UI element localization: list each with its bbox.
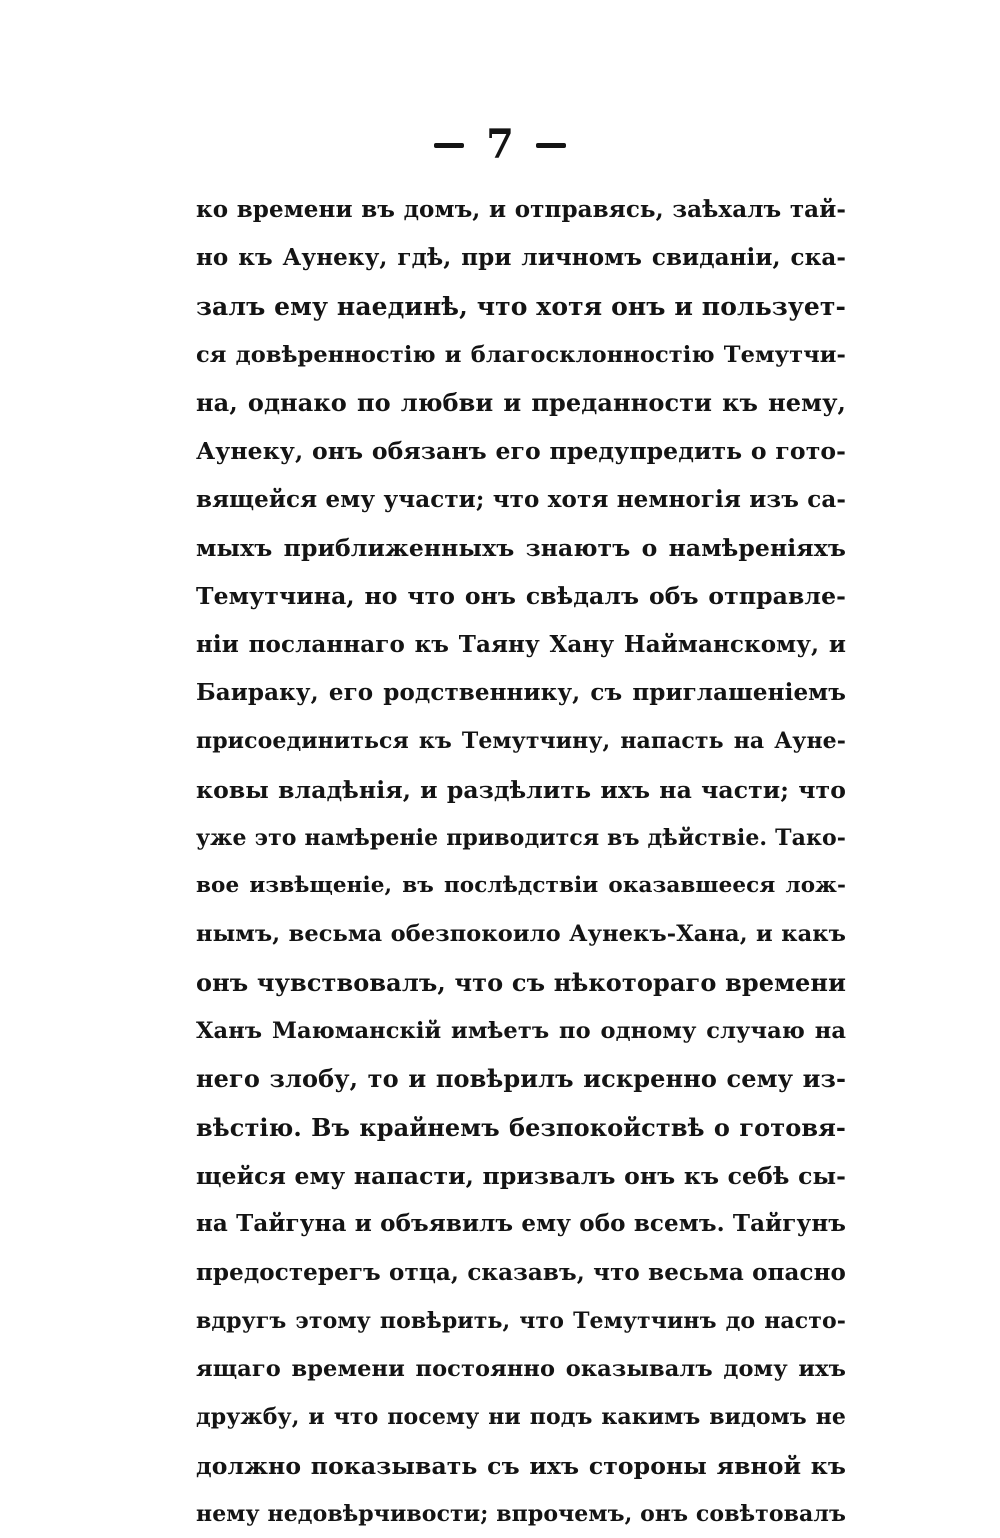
text-line: онъ чувствовалъ, что съ нѣкотораго времени: [196, 967, 846, 997]
text-line: Аунеку, онъ обязанъ его предупредить о гото-: [196, 437, 846, 466]
body-text: [196, 186, 846, 1538]
text-line: ніи посланнаго къ Таяну Хану Найманскому, и: [196, 630, 846, 658]
text-line: вящейся ему участи; что хотя немногія изъ са-: [196, 485, 846, 513]
page-number: 7: [486, 121, 514, 168]
text-line: Ханъ Маюманскій имѣетъ по одному случаю на: [196, 1018, 846, 1045]
text-line: предостерегъ отца, сказавъ, что весьма опасно: [196, 1258, 846, 1286]
text-line: Баираку, его родственнику, съ приглашеніемъ: [196, 678, 846, 706]
text-line: на Тайгуна и объявилъ ему обо всемъ. Тайгунъ: [196, 1210, 846, 1238]
page-header: [0, 120, 1000, 170]
text-line: нему недовѣрчивости; впрочемъ, онъ совѣтовалъ: [196, 1501, 846, 1528]
text-line: щейся ему напасти, призвалъ онъ къ себѣ сы-: [196, 1161, 846, 1190]
text-line: нымъ, весьма обезпокоило Аунекъ-Хана, и какъ: [196, 921, 846, 948]
text-line: на, однако по любви и преданности къ нему,: [196, 388, 846, 418]
text-line: ко времени въ домъ, и отправясь, заѣхалъ тай-: [196, 196, 846, 223]
text-line: уже это намѣреніе приводится въ дѣйствіе. Тако-: [196, 824, 846, 851]
text-line: ковы владѣнія, и раздѣлить ихъ на части; что: [196, 775, 846, 804]
text-line: ящаго времени постоянно оказывалъ дому ихъ: [196, 1356, 846, 1383]
text-line: мыхъ приближенныхъ знаютъ о намѣреніяхъ: [196, 534, 846, 563]
text-line: присоединиться къ Темутчину, напасть на Ауне-: [196, 728, 846, 755]
text-line: Темутчина, но что онъ свѣдалъ объ отправле-: [196, 582, 846, 611]
text-line: но къ Аунеку, гдѣ, при личномъ свиданіи, ска-: [196, 244, 846, 272]
text-line: залъ ему наединѣ, что хотя онъ и пользует-: [196, 291, 846, 321]
text-line: вое извѣщеніе, въ послѣдствіи оказавшееся лож-: [196, 873, 846, 899]
right-dash-ornament: [536, 143, 566, 148]
text-line: дружбу, и что посему ни подъ какимъ видомъ не: [196, 1404, 846, 1431]
text-line: вѣстію. Въ крайнемъ безпокойствѣ о готовя-: [196, 1112, 846, 1142]
left-dash-ornament: [434, 143, 464, 148]
text-line: вдругъ этому повѣрить, что Темутчинъ до насто-: [196, 1307, 846, 1334]
text-line: должно показывать съ ихъ стороны явной къ: [196, 1451, 846, 1480]
text-line: него злобу, то и повѣрилъ искренно сему из-: [196, 1064, 846, 1094]
text-line: ся довѣренностію и благосклонностію Темутчи-: [196, 341, 846, 368]
